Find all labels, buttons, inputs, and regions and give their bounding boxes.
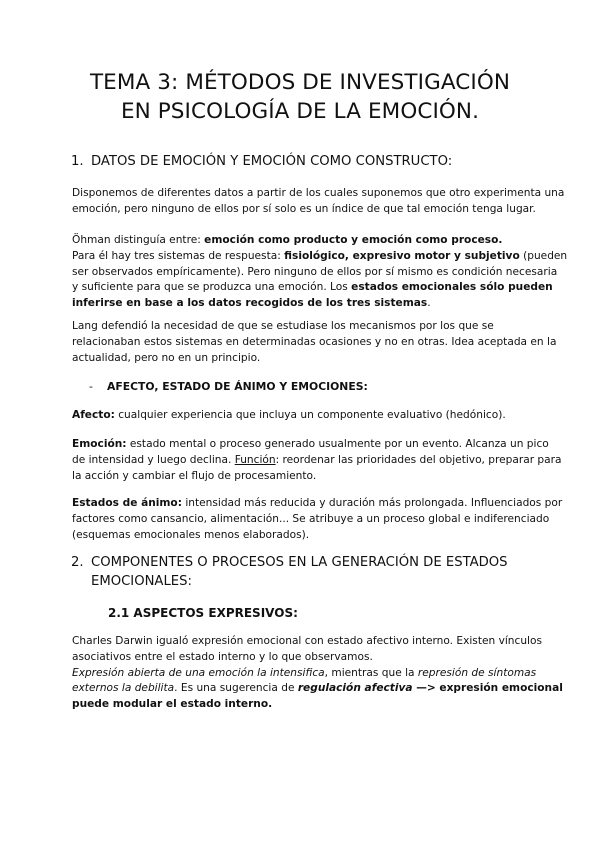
paragraph-afecto	[72, 408, 532, 424]
paragraph-estados	[72, 496, 563, 543]
section-2-title-line-1: COMPONENTES O PROCESOS EN LA GENERACIÓN DE ESTADOS	[91, 555, 508, 570]
text-run: Öhman distinguía entre:	[72, 234, 205, 246]
title-line-2: EN PSICOLOGÍA DE LA EMOCIÓN.	[120, 99, 480, 124]
paragraph-line	[72, 280, 553, 296]
text-run: . Es una sugerencia de	[174, 682, 298, 695]
section-2-title-line-2: EMOCIONALES:	[91, 574, 192, 589]
paragraph-line	[72, 496, 563, 512]
text-run: (pueden	[519, 249, 568, 262]
text-run: cualquier experiencia que incluya un componente evaluativo (hedónico).	[114, 409, 506, 421]
italic-text: Expresión abierta de una emoción la intensifica	[72, 666, 325, 679]
text-run: y suficiente para que se produzca una emoción. Los	[72, 281, 352, 294]
text-run: , mientras que la	[324, 666, 418, 679]
bullet-dash: -	[89, 380, 93, 393]
paragraph-line	[72, 437, 549, 453]
paragraph-emocion	[72, 437, 562, 484]
section-1-heading	[71, 152, 453, 171]
bold-italic-text: regulación afectiva	[297, 682, 413, 695]
paragraph-datos	[72, 186, 565, 218]
term-label: Afecto:	[72, 409, 115, 421]
paragraph-line	[72, 697, 532, 713]
bold-text: emoción como producto y emoción como proceso.	[204, 234, 503, 246]
bold-text: —> expresión emocional	[412, 682, 563, 695]
paragraph-line	[72, 296, 532, 312]
paragraph-line: emoción, pero ninguno de ellos por sí solo es un índice de que tal emoción tenga lugar.	[72, 202, 536, 215]
paragraph-line: actualidad, pero no en un principio.	[72, 351, 261, 364]
title-line-1: TEMA 3: MÉTODOS DE INVESTIGACIÓN	[89, 70, 511, 95]
bold-text: puede modular el estado interno.	[72, 698, 273, 711]
document-title	[40, 68, 560, 126]
text-run: estado mental o proceso generado usualmente por un evento. Alcanza un pico	[126, 438, 549, 450]
section-1-number: 1.	[71, 154, 84, 169]
bullet-text: AFECTO, ESTADO DE ÁNIMO Y EMOCIONES:	[107, 380, 368, 393]
term-label: Estados de ánimo:	[72, 497, 182, 509]
bold-text: estados emocionales sólo pueden	[351, 281, 553, 294]
paragraph-line: Lang defendió la necesidad de que se estudiase los mecanismos por los que se	[72, 320, 494, 332]
paragraph-line: asociativos entre el estado interno y lo que observamos.	[72, 650, 373, 663]
paragraph-line	[72, 681, 563, 697]
paragraph-line: (esquemas emocionales menos elaborados).	[72, 528, 310, 541]
paragraph-line	[72, 453, 562, 469]
paragraph-line	[72, 408, 532, 424]
text-run: de intensidad y luego declina.	[72, 453, 235, 466]
paragraph-line: ser observados empíricamente). Pero ninguno de ellos por sí mismo es condición necesaria	[72, 265, 558, 278]
paragraph-darwin	[72, 634, 563, 713]
paragraph-line: relacionaban estos sistemas en determinadas ocasiones y no en otras. Idea aceptada en la	[72, 335, 557, 348]
text-run: : reordenar las prioridades del objetivo, preparar para	[275, 453, 562, 466]
text-run: intensidad más reducida y duración más prolongada. Influenciados por	[181, 497, 563, 509]
paragraph-line	[72, 233, 532, 249]
text-run: .	[427, 297, 431, 310]
italic-text: represión de síntomas	[417, 666, 537, 679]
paragraph-line: Disponemos de diferentes datos a partir de los cuales suponemos que otro experimenta una	[72, 187, 565, 199]
bold-text: inferirse en base a los datos recogidos de los tres sistemas	[72, 297, 428, 310]
section-2-number: 2.	[71, 555, 84, 570]
paragraph-line: la acción y cambiar el flujo de procesamiento.	[72, 469, 317, 482]
paragraph-line	[72, 666, 537, 682]
paragraph-ohman	[72, 233, 568, 312]
paragraph-line	[72, 249, 568, 265]
paragraph-line: Charles Darwin igualó expresión emocional con estado afectivo interno. Existen vínculos	[72, 635, 542, 647]
paragraph-line: factores como cansancio, alimentación... Se atribuye a un proceso global e indiferenciado	[72, 512, 550, 525]
subsection-2-1-heading: 2.1 ASPECTOS EXPRESIVOS:	[108, 606, 298, 620]
term-label: Emoción:	[72, 438, 127, 450]
bold-text: fisiológico, expresivo motor y subjetivo	[284, 249, 520, 262]
text-run: Para él hay tres sistemas de respuesta:	[72, 249, 285, 262]
underlined-text: Función	[234, 453, 276, 466]
italic-text: externos la debilita	[72, 682, 175, 695]
section-1-title: DATOS DE EMOCIÓN Y EMOCIÓN COMO CONSTRUCTO:	[91, 154, 453, 169]
paragraph-lang	[72, 319, 557, 366]
section-2-heading	[71, 553, 508, 591]
